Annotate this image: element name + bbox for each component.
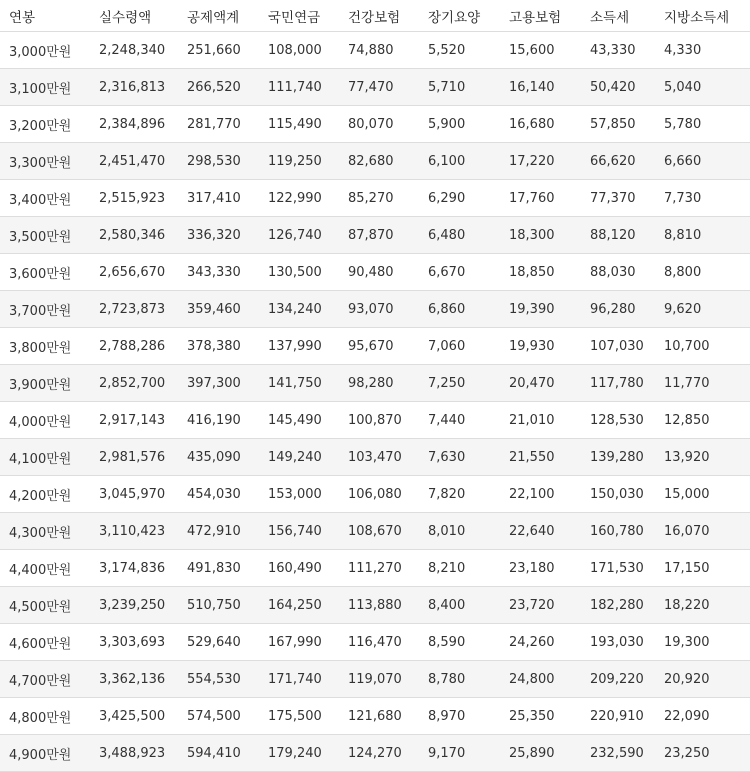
table-cell: 3,000만원 — [0, 32, 90, 69]
table-cell: 343,330 — [178, 254, 259, 291]
table-cell: 77,470 — [339, 69, 419, 106]
table-cell: 3,700만원 — [0, 291, 90, 328]
table-cell: 8,210 — [419, 550, 500, 587]
table-cell: 6,670 — [419, 254, 500, 291]
table-cell: 193,030 — [581, 624, 655, 661]
table-cell: 96,280 — [581, 291, 655, 328]
table-cell: 4,800만원 — [0, 698, 90, 735]
table-row — [0, 106, 750, 143]
table-cell: 23,250 — [655, 735, 750, 772]
table-cell: 15,600 — [500, 32, 581, 69]
table-cell: 19,300 — [655, 624, 750, 661]
table-cell: 6,100 — [419, 143, 500, 180]
table-cell: 11,770 — [655, 365, 750, 402]
table-cell: 554,530 — [178, 661, 259, 698]
column-header: 연봉 — [0, 0, 90, 32]
table-row — [0, 143, 750, 180]
table-cell: 7,730 — [655, 180, 750, 217]
table-cell: 137,990 — [259, 328, 339, 365]
table-cell: 19,930 — [500, 328, 581, 365]
table-cell: 95,670 — [339, 328, 419, 365]
table-cell: 175,500 — [259, 698, 339, 735]
table-cell: 111,270 — [339, 550, 419, 587]
table-cell: 130,500 — [259, 254, 339, 291]
header-row — [0, 0, 750, 32]
table-cell: 126,740 — [259, 217, 339, 254]
table-cell: 24,800 — [500, 661, 581, 698]
table-cell: 4,300만원 — [0, 513, 90, 550]
table-cell: 594,410 — [178, 735, 259, 772]
table-cell: 19,390 — [500, 291, 581, 328]
table-cell: 2,316,813 — [90, 69, 178, 106]
table-cell: 416,190 — [178, 402, 259, 439]
table-row — [0, 365, 750, 402]
table-cell: 232,590 — [581, 735, 655, 772]
table-cell: 3,362,136 — [90, 661, 178, 698]
table-cell: 3,900만원 — [0, 365, 90, 402]
table-cell: 2,723,873 — [90, 291, 178, 328]
table-cell: 3,110,423 — [90, 513, 178, 550]
table-cell: 209,220 — [581, 661, 655, 698]
table-cell: 3,239,250 — [90, 587, 178, 624]
table-cell: 6,480 — [419, 217, 500, 254]
table-cell: 8,010 — [419, 513, 500, 550]
table-cell: 317,410 — [178, 180, 259, 217]
table-cell: 167,990 — [259, 624, 339, 661]
column-header: 지방소득세 — [655, 0, 750, 32]
table-cell: 22,100 — [500, 476, 581, 513]
table-cell: 2,852,700 — [90, 365, 178, 402]
table-cell: 107,030 — [581, 328, 655, 365]
table-cell: 119,250 — [259, 143, 339, 180]
table-cell: 141,750 — [259, 365, 339, 402]
table-row — [0, 402, 750, 439]
table-cell: 16,070 — [655, 513, 750, 550]
table-cell: 88,030 — [581, 254, 655, 291]
table-cell: 119,070 — [339, 661, 419, 698]
table-cell: 4,200만원 — [0, 476, 90, 513]
table-row — [0, 180, 750, 217]
table-cell: 24,260 — [500, 624, 581, 661]
table-cell: 3,425,500 — [90, 698, 178, 735]
table-cell: 106,080 — [339, 476, 419, 513]
column-header: 공제액계 — [178, 0, 259, 32]
table-cell: 17,150 — [655, 550, 750, 587]
table-cell: 13,920 — [655, 439, 750, 476]
table-cell: 160,490 — [259, 550, 339, 587]
table-cell: 108,670 — [339, 513, 419, 550]
table-cell: 8,970 — [419, 698, 500, 735]
table-cell: 90,480 — [339, 254, 419, 291]
table-cell: 491,830 — [178, 550, 259, 587]
table-cell: 9,170 — [419, 735, 500, 772]
table-cell: 8,780 — [419, 661, 500, 698]
table-cell: 18,300 — [500, 217, 581, 254]
table-cell: 77,370 — [581, 180, 655, 217]
table-cell: 20,470 — [500, 365, 581, 402]
table-cell: 139,280 — [581, 439, 655, 476]
table-cell: 454,030 — [178, 476, 259, 513]
table-cell: 160,780 — [581, 513, 655, 550]
table-cell: 3,100만원 — [0, 69, 90, 106]
table-cell: 74,880 — [339, 32, 419, 69]
table-cell: 50,420 — [581, 69, 655, 106]
table-row — [0, 439, 750, 476]
table-cell: 108,000 — [259, 32, 339, 69]
column-header: 고용보험 — [500, 0, 581, 32]
table-cell: 281,770 — [178, 106, 259, 143]
table-cell: 171,530 — [581, 550, 655, 587]
table-cell: 5,520 — [419, 32, 500, 69]
table-header — [0, 0, 750, 32]
table-cell: 149,240 — [259, 439, 339, 476]
table-cell: 100,870 — [339, 402, 419, 439]
table-cell: 4,330 — [655, 32, 750, 69]
table-row — [0, 661, 750, 698]
table-cell: 124,270 — [339, 735, 419, 772]
table-cell: 8,590 — [419, 624, 500, 661]
table-row — [0, 476, 750, 513]
table-cell: 87,870 — [339, 217, 419, 254]
table-cell: 153,000 — [259, 476, 339, 513]
table-row — [0, 587, 750, 624]
table-cell: 3,300만원 — [0, 143, 90, 180]
table-cell: 7,820 — [419, 476, 500, 513]
table-cell: 266,520 — [178, 69, 259, 106]
table-cell: 17,220 — [500, 143, 581, 180]
table-cell: 529,640 — [178, 624, 259, 661]
table-cell: 21,010 — [500, 402, 581, 439]
table-cell: 5,710 — [419, 69, 500, 106]
table-row — [0, 328, 750, 365]
table-cell: 122,990 — [259, 180, 339, 217]
table-cell: 359,460 — [178, 291, 259, 328]
table-cell: 116,470 — [339, 624, 419, 661]
table-cell: 3,500만원 — [0, 217, 90, 254]
table-cell: 472,910 — [178, 513, 259, 550]
table-cell: 182,280 — [581, 587, 655, 624]
table-cell: 2,580,346 — [90, 217, 178, 254]
table-cell: 128,530 — [581, 402, 655, 439]
table-row — [0, 254, 750, 291]
table-row — [0, 624, 750, 661]
table-cell: 2,656,670 — [90, 254, 178, 291]
table-cell: 3,400만원 — [0, 180, 90, 217]
table-cell: 22,090 — [655, 698, 750, 735]
table-cell: 510,750 — [178, 587, 259, 624]
table-cell: 156,740 — [259, 513, 339, 550]
table-cell: 7,060 — [419, 328, 500, 365]
table-cell: 115,490 — [259, 106, 339, 143]
table-cell: 220,910 — [581, 698, 655, 735]
table-cell: 7,440 — [419, 402, 500, 439]
table-cell: 179,240 — [259, 735, 339, 772]
column-header: 장기요양 — [419, 0, 500, 32]
table-cell: 80,070 — [339, 106, 419, 143]
table-cell: 6,660 — [655, 143, 750, 180]
table-cell: 3,488,923 — [90, 735, 178, 772]
table-cell: 23,720 — [500, 587, 581, 624]
table-row — [0, 735, 750, 772]
table-cell: 9,620 — [655, 291, 750, 328]
table-row — [0, 69, 750, 106]
table-row — [0, 291, 750, 328]
table-cell: 16,680 — [500, 106, 581, 143]
table-cell: 145,490 — [259, 402, 339, 439]
table-cell: 17,760 — [500, 180, 581, 217]
table-cell: 121,680 — [339, 698, 419, 735]
table-cell: 22,640 — [500, 513, 581, 550]
table-cell: 5,900 — [419, 106, 500, 143]
table-cell: 4,100만원 — [0, 439, 90, 476]
table-cell: 2,515,923 — [90, 180, 178, 217]
table-cell: 150,030 — [581, 476, 655, 513]
table-cell: 298,530 — [178, 143, 259, 180]
table-cell: 3,800만원 — [0, 328, 90, 365]
table-cell: 66,620 — [581, 143, 655, 180]
table-cell: 5,780 — [655, 106, 750, 143]
table-cell: 103,470 — [339, 439, 419, 476]
table-cell: 18,850 — [500, 254, 581, 291]
table-cell: 3,045,970 — [90, 476, 178, 513]
table-cell: 4,900만원 — [0, 735, 90, 772]
table-cell: 8,810 — [655, 217, 750, 254]
table-cell: 251,660 — [178, 32, 259, 69]
table-cell: 15,000 — [655, 476, 750, 513]
table-cell: 574,500 — [178, 698, 259, 735]
table-row — [0, 513, 750, 550]
column-header: 국민연금 — [259, 0, 339, 32]
table-cell: 93,070 — [339, 291, 419, 328]
table-cell: 2,981,576 — [90, 439, 178, 476]
table-cell: 7,250 — [419, 365, 500, 402]
table-body — [0, 32, 750, 772]
table-cell: 4,400만원 — [0, 550, 90, 587]
table-cell: 164,250 — [259, 587, 339, 624]
table-cell: 117,780 — [581, 365, 655, 402]
table-cell: 171,740 — [259, 661, 339, 698]
table-cell: 57,850 — [581, 106, 655, 143]
table-cell: 85,270 — [339, 180, 419, 217]
table-cell: 111,740 — [259, 69, 339, 106]
column-header: 건강보험 — [339, 0, 419, 32]
table-row — [0, 550, 750, 587]
table-cell: 2,451,470 — [90, 143, 178, 180]
table-cell: 336,320 — [178, 217, 259, 254]
table-row — [0, 698, 750, 735]
table-cell: 98,280 — [339, 365, 419, 402]
table-cell: 20,920 — [655, 661, 750, 698]
table-cell: 2,248,340 — [90, 32, 178, 69]
table-cell: 21,550 — [500, 439, 581, 476]
table-cell: 8,800 — [655, 254, 750, 291]
table-cell: 18,220 — [655, 587, 750, 624]
table-cell: 3,174,836 — [90, 550, 178, 587]
table-cell: 3,303,693 — [90, 624, 178, 661]
table-cell: 7,630 — [419, 439, 500, 476]
table-cell: 25,890 — [500, 735, 581, 772]
table-cell: 43,330 — [581, 32, 655, 69]
table-cell: 2,788,286 — [90, 328, 178, 365]
table-cell: 2,384,896 — [90, 106, 178, 143]
table-cell: 6,290 — [419, 180, 500, 217]
table-cell: 378,380 — [178, 328, 259, 365]
table-cell: 10,700 — [655, 328, 750, 365]
column-header: 소득세 — [581, 0, 655, 32]
table-cell: 82,680 — [339, 143, 419, 180]
table-cell: 134,240 — [259, 291, 339, 328]
table-row — [0, 32, 750, 69]
table-cell: 23,180 — [500, 550, 581, 587]
table-cell: 3,600만원 — [0, 254, 90, 291]
table-cell: 397,300 — [178, 365, 259, 402]
table-row — [0, 217, 750, 254]
table-cell: 435,090 — [178, 439, 259, 476]
table-cell: 8,400 — [419, 587, 500, 624]
table-cell: 4,000만원 — [0, 402, 90, 439]
table-cell: 6,860 — [419, 291, 500, 328]
table-cell: 88,120 — [581, 217, 655, 254]
table-cell: 4,600만원 — [0, 624, 90, 661]
table-cell: 113,880 — [339, 587, 419, 624]
column-header: 실수령액 — [90, 0, 178, 32]
table-cell: 3,200만원 — [0, 106, 90, 143]
table-cell: 5,040 — [655, 69, 750, 106]
table-cell: 4,500만원 — [0, 587, 90, 624]
table-cell: 12,850 — [655, 402, 750, 439]
table-cell: 25,350 — [500, 698, 581, 735]
table-cell: 4,700만원 — [0, 661, 90, 698]
table-cell: 2,917,143 — [90, 402, 178, 439]
table-cell: 16,140 — [500, 69, 581, 106]
